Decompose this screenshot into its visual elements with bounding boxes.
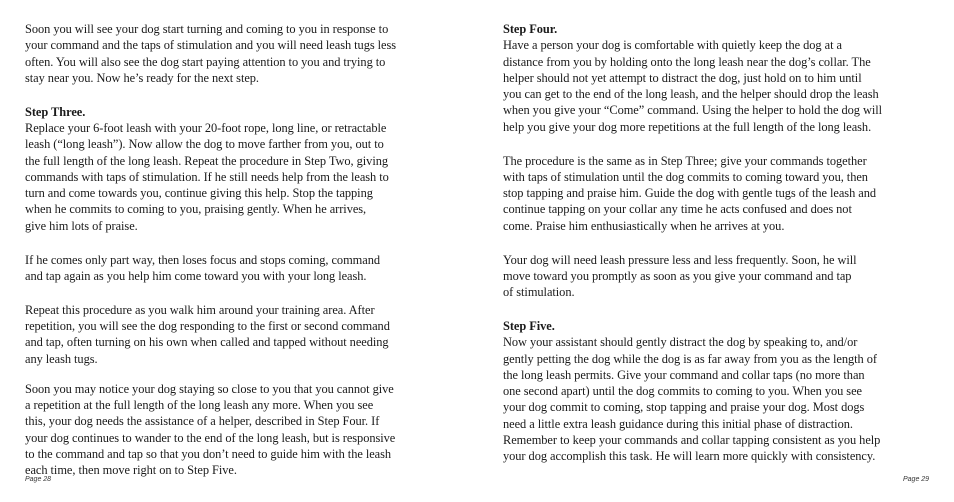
step-three-heading: Step Three. [25,104,86,119]
step-four-body: Have a person your dog is comfortable with quietly keep the dog at a distance from you by holding onto the long leash near the dog’s collar. The helper should not yet attempt to distract the dog, just hold on to him until you can get to the end of the long leash, and the helper should drop the leash when you give your “Come” command. Using the helper to hold the dog will help you give your dog more repetitions at the full length of the long leash. [503,38,883,134]
page-number-left: Page 28 [25,476,52,483]
step-four-heading: Step Four. [503,22,558,36]
page-number-right: Page 29 [903,476,930,483]
paragraph-intro: Soon you will see your dog start turning and coming to you in response to your command and the taps of stimulation and you will need leash tugs less often. You will also see the dog start paying attention to you and trying to stay near you. Now he’s ready for the next step. [25,22,397,85]
left-page-column [25,21,465,496]
step-five-body: Now your assistant should gently distract the dog by speaking to, and/or gently petting the dog while the dog is as far away from you as the length of the long leash permits. Give your command and collar taps (no more than one second apart) until the dog commits to coming to you. When you see your dog commit to coming, stop tapping and praise your dog. Most dogs need a little extra leash guidance during this initial phase of distraction. Remember to keep your commands and collar tapping consistent as you help your dog accomplish this task. He will learn more quickly with consistency. [503,335,881,464]
paragraph-part-way: If he comes only part way, then loses focus and stops coming, command and tap again as you help him come toward you with your long leash. [25,252,380,283]
right-page-column [503,21,943,482]
step-four-section [503,21,943,135]
step-three-body: Replace your 6-foot leash with your 20-foot rope, long line, or retractable leash (“long leash”). Now allow the dog to move farther from you, out to the full length of the long leash. Repeat the procedure in Step Two, giving commands with taps of stimulation. If he still needs help from the leash to turn and come towards you, continue giving this help. Stop the tapping when he commits to coming to you, praising gently. When he arrives, give him lots of praise. [25,120,389,233]
paragraph-repeat: Repeat this procedure as you walk him around your training area. After repetition, you will see the dog responding to the first or second command and tap, often turning on his own when called and tapped without needing any leash tugs. [25,302,390,366]
paragraph-helper: Soon you may notice your dog staying so close to you that you cannot give a repetition at the full length of the long leash any more. When you see this, your dog needs the assistance of a helper, described in Step Four. If your dog continues to wander to the end of the long leash, but is responsive to the command and tap so that you don’t need to guide him with the leash each time, then move right on to Step Five. [25,381,396,478]
step-five-section [503,318,943,465]
paragraph-leash-pressure: Your dog will need leash pressure less and less frequently. Soon, he will move toward you promptly as soon as you give your command and tap of stimulation. [503,252,857,300]
paragraph-procedure: The procedure is the same as in Step Three; give your commands together with taps of stimulation until the dog commits to coming toward you, then stop tapping and praise him. Guide the dog with gentle tugs of the leash and continue tapping on your collar any time he acts confused and does not come. Praise him enthusiastically when he arrives at you. [503,153,877,233]
step-three-section [25,104,465,234]
step-five-heading: Step Five. [503,318,555,333]
